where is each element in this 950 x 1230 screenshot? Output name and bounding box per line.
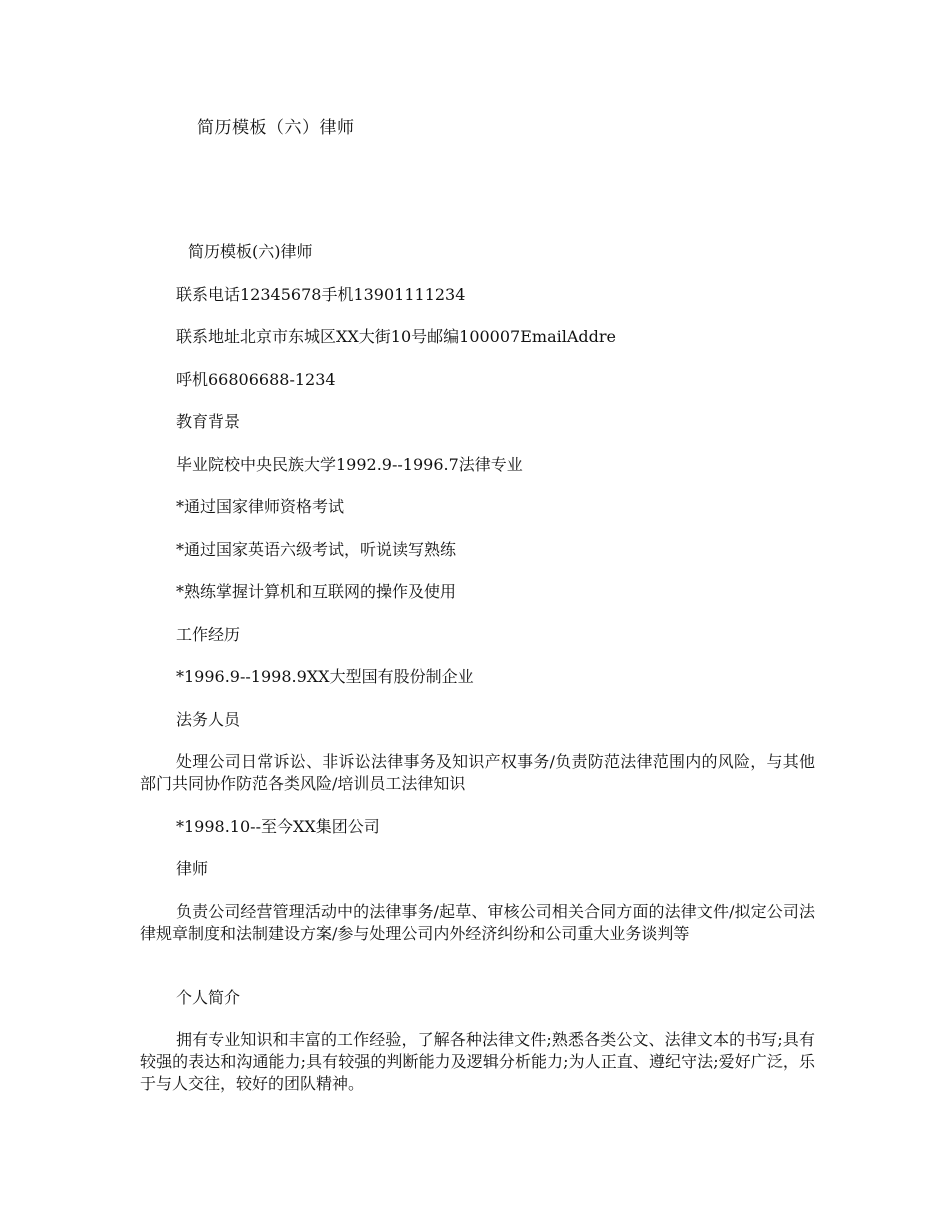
profile-text: 拥有专业知识和丰富的工作经验，了解各种法律文件;熟悉各类公文、法律文本的书写;具有较强的表达和沟通能力;具有较强的判断能力及逻辑分析能力;为人正直、遵纪守法;爱好广泛，乐于与人交往，较好的团队精神。	[140, 1030, 815, 1093]
job-description: 处理公司日常诉讼、非诉讼法律事务及知识产权事务/负责防范法律范围内的风险，与其他部门共同协作防范各类风险/培训员工法律知识	[140, 752, 815, 793]
education-item: *通过国家律师资格考试	[176, 497, 345, 516]
resume-heading: 简历模板(六)律师	[188, 242, 313, 261]
contact-address: 联系地址北京市东城区XX大街10号邮编100007EmailAddre	[176, 327, 617, 346]
profile-heading: 个人简介	[176, 988, 241, 1007]
job-position: 律师	[176, 859, 209, 878]
job-period: *1996.9--1998.9XX大型国有股份制企业	[176, 667, 474, 686]
contact-phone: 联系电话12345678手机13901111234	[176, 285, 466, 304]
job-position: 法务人员	[176, 710, 241, 729]
job-period: *1998.10--至今XX集团公司	[176, 817, 380, 836]
education-item: *通过国家英语六级考试，听说读写熟练	[176, 540, 457, 559]
document-title: 简历模板（六）律师	[197, 118, 355, 138]
work-heading: 工作经历	[176, 625, 241, 644]
contact-pager: 呼机66806688-1234	[176, 370, 336, 389]
education-heading: 教育背景	[176, 412, 241, 431]
job-description: 负责公司经营管理活动中的法律事务/起草、审核公司相关合同方面的法律文件/拟定公司法律规章制度和法制建设方案/参与处理公司内外经济纠纷和公司重大业务谈判等	[140, 902, 815, 943]
education-item: *熟练掌握计算机和互联网的操作及使用	[176, 582, 457, 601]
education-school: 毕业院校中央民族大学1992.9--1996.7法律专业	[176, 455, 523, 474]
